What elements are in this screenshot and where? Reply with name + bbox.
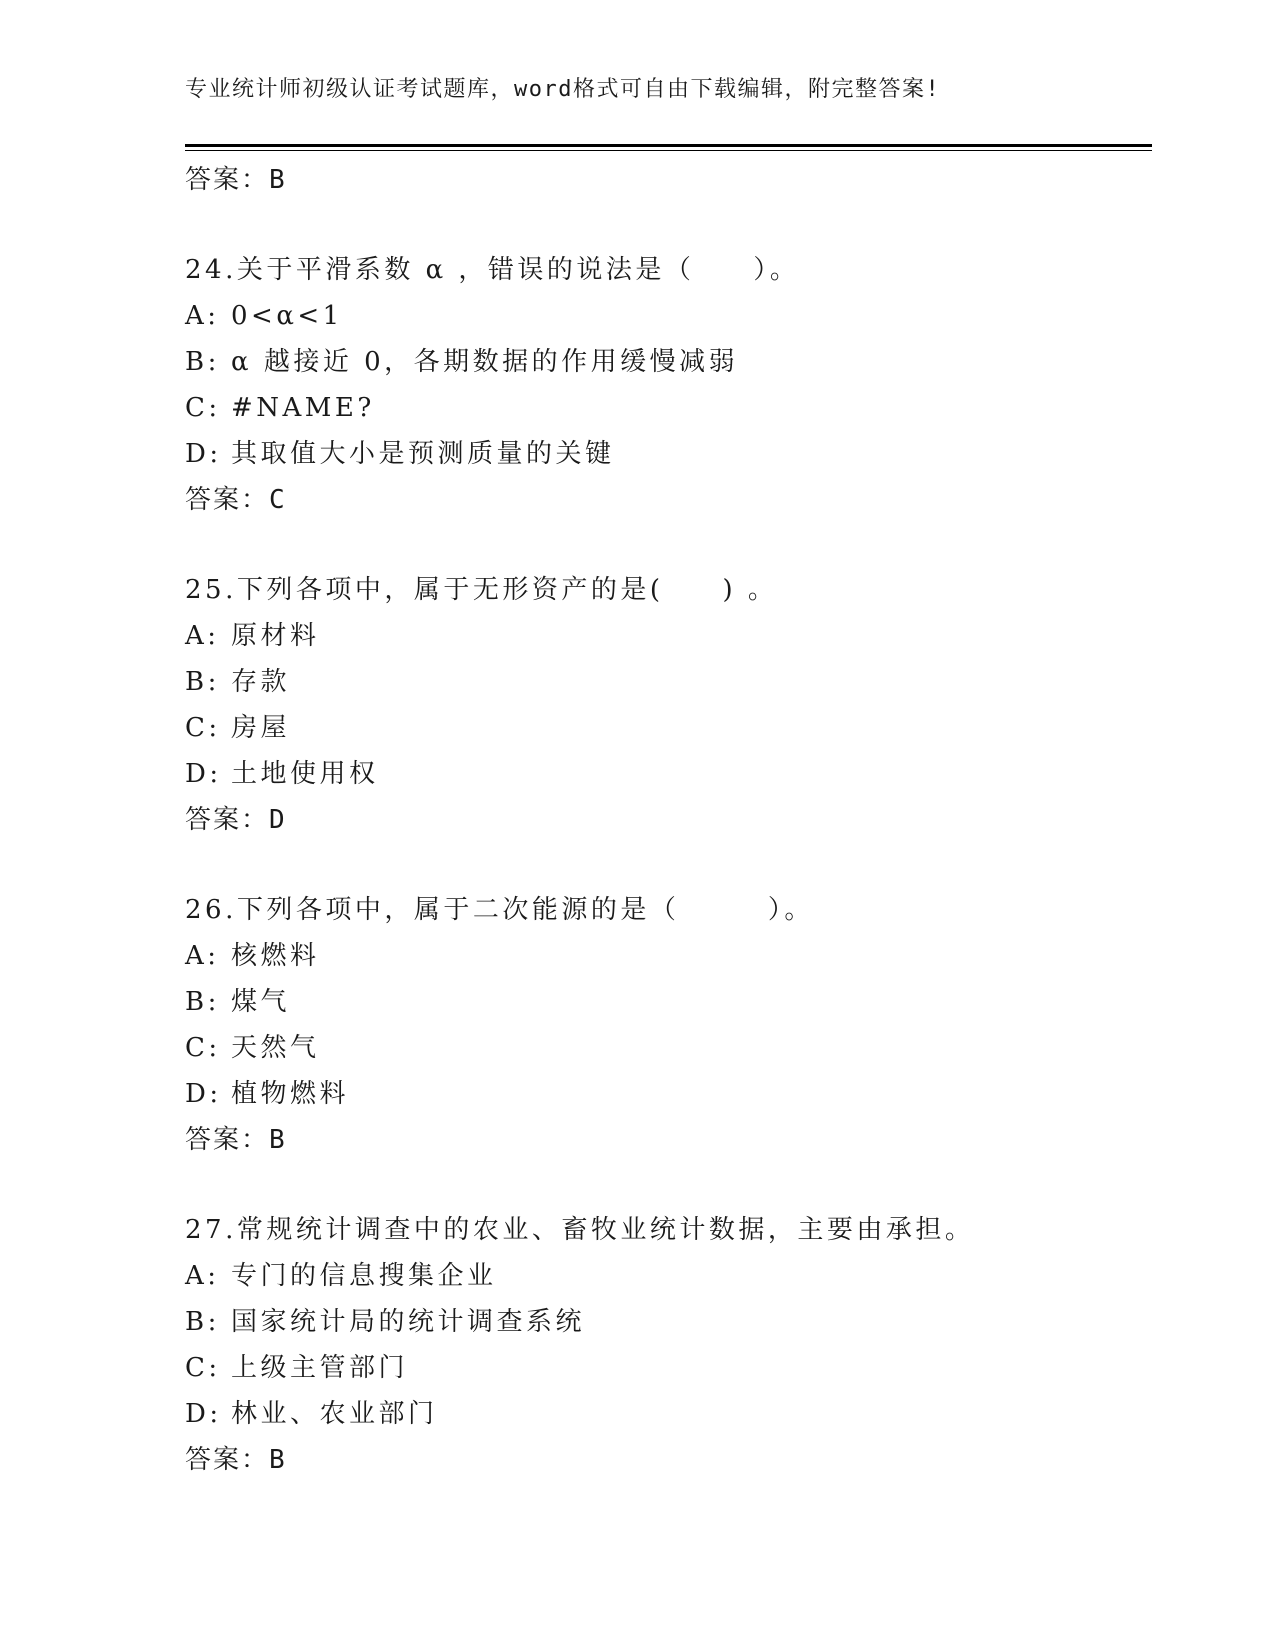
option-text: 煤气 (231, 987, 291, 1017)
option-c (185, 1025, 1145, 1071)
option-letter: D: (185, 759, 222, 789)
question-27 (185, 1207, 1145, 1483)
option-text: 专门的信息搜集企业 (231, 1261, 497, 1291)
question-stem: 25.下列各项中，属于无形资产的是( ) 。 (185, 575, 778, 605)
option-text: 林业、农业部门 (231, 1399, 438, 1429)
option-b (185, 339, 1145, 385)
question-26 (185, 887, 1145, 1163)
previous-question-answer: 答案：B (185, 165, 287, 195)
option-text: 存款 (231, 667, 291, 697)
option-text: #NAME? (231, 393, 375, 423)
option-text: 植物燃料 (231, 1079, 350, 1109)
question-answer: 答案：C (185, 485, 287, 515)
option-c (185, 1345, 1145, 1391)
option-text: 核燃料 (231, 941, 320, 971)
option-letter: B: (185, 1307, 220, 1337)
question-answer: 答案：B (185, 1445, 287, 1475)
option-a (185, 933, 1145, 979)
header-divider-thin (185, 150, 1152, 151)
option-letter: A: (185, 621, 220, 651)
option-letter: C: (185, 1033, 221, 1063)
option-letter: D: (185, 1079, 222, 1109)
option-b (185, 659, 1145, 705)
option-text: 房屋 (231, 713, 291, 743)
option-letter: C: (185, 393, 221, 423)
question-answer: 答案：B (185, 1125, 287, 1155)
option-c (185, 385, 1145, 431)
option-text: 国家统计局的统计调查系统 (231, 1307, 586, 1337)
option-c (185, 705, 1145, 751)
option-text: 天然气 (231, 1033, 320, 1063)
question-25 (185, 567, 1145, 843)
option-letter: B: (185, 667, 220, 697)
option-letter: D: (185, 1399, 222, 1429)
option-a (185, 293, 1145, 339)
page-header: 专业统计师初级认证考试题库，word格式可自由下载编辑，附完整答案! (185, 77, 941, 102)
option-d (185, 751, 1145, 797)
option-letter: C: (185, 713, 221, 743)
question-list (185, 157, 1145, 1483)
option-text: 其取值大小是预测质量的关键 (231, 439, 615, 469)
option-text: 上级主管部门 (231, 1353, 409, 1383)
option-letter: D: (185, 439, 222, 469)
question-stem: 26.下列各项中，属于二次能源的是（ ）。 (185, 895, 814, 925)
option-text: 原材料 (231, 621, 320, 651)
option-text: α 越接近 0，各期数据的作用缓慢减弱 (231, 347, 739, 377)
option-d (185, 1391, 1145, 1437)
option-d (185, 431, 1145, 477)
question-stem: 24.关于平滑系数 α ，错误的说法是（ ）。 (185, 255, 800, 285)
option-a (185, 613, 1145, 659)
option-a (185, 1253, 1145, 1299)
option-letter: B: (185, 987, 220, 1017)
option-d (185, 1071, 1145, 1117)
option-letter: C: (185, 1353, 221, 1383)
option-letter: A: (185, 301, 220, 331)
option-b (185, 1299, 1145, 1345)
option-letter: B: (185, 347, 220, 377)
option-b (185, 979, 1145, 1025)
option-text: 0<α<1 (231, 301, 343, 331)
option-letter: A: (185, 1261, 220, 1291)
header-divider-thick (185, 144, 1152, 147)
option-letter: A: (185, 941, 220, 971)
option-text: 土地使用权 (231, 759, 379, 789)
question-stem: 27.常规统计调查中的农业、畜牧业统计数据，主要由承担。 (185, 1215, 975, 1245)
question-24 (185, 247, 1145, 523)
question-answer: 答案：D (185, 805, 287, 835)
